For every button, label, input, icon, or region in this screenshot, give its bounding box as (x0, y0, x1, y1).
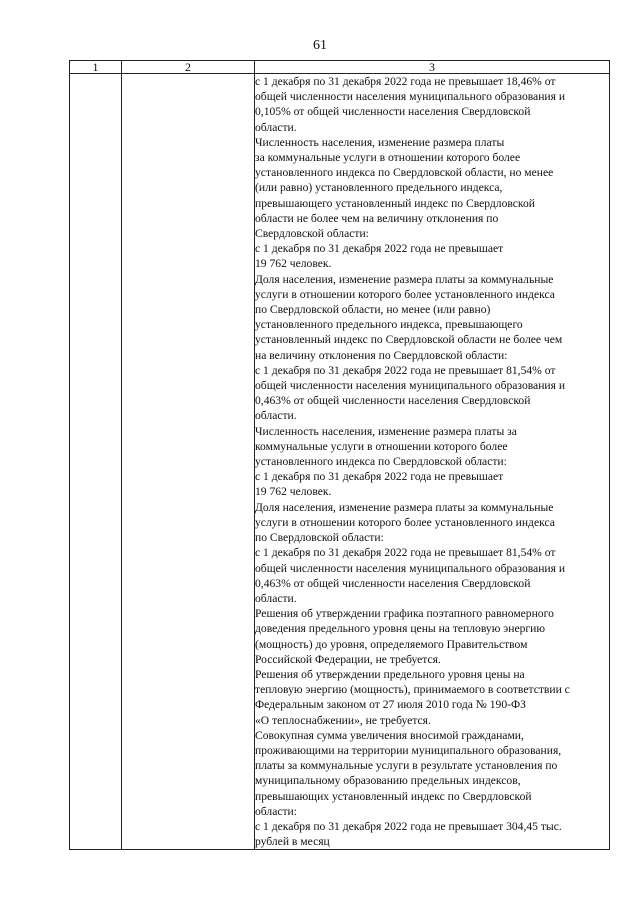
text-line: Решения об утверждении графика поэтапного равномерного (255, 607, 554, 621)
text-line: с 1 декабря по 31 декабря 2022 года не превышает 81,54% от (255, 363, 556, 377)
text-line: области: (255, 804, 297, 818)
document-table (69, 60, 610, 850)
text-line: Свердловской области: (255, 227, 369, 241)
text-line: доведения предельного уровня цены на тепловую энергию (255, 622, 546, 636)
text-line: Совокупная сумма увеличения вносимой гражданами, (255, 728, 524, 742)
text-line: с 1 декабря по 31 декабря 2022 года не превышает 304,45 тыс. (255, 819, 562, 833)
text-line: области. (255, 120, 297, 134)
text-line: Решения об утверждении предельного уровня цены на (255, 667, 525, 681)
table-row (70, 74, 610, 850)
text-line: (мощность) до уровня, определяемого Правительством (255, 637, 528, 651)
text-line: 0,463% от общей численности населения Свердловской (255, 394, 531, 408)
text-line: с 1 декабря по 31 декабря 2022 года не превышает 81,54% от (255, 546, 556, 560)
table-cell-col1 (70, 74, 122, 850)
page-number: 61 (313, 38, 327, 53)
text-line: Российской Федерации, не требуется. (255, 652, 441, 666)
text-line: Численность населения, изменение размера платы (255, 135, 505, 149)
text-line: тепловую энергию (мощность), принимаемого в соответствии с (255, 683, 570, 697)
text-line: 0,105% от общей численности населения Свердловской (255, 105, 531, 119)
text-line: 19 762 человек. (255, 257, 332, 271)
text-line: общей численности населения муниципального образования и (255, 379, 566, 393)
text-line: с 1 декабря по 31 декабря 2022 года не превышает (255, 242, 504, 256)
table-cell-col2 (122, 74, 255, 850)
text-line: с 1 декабря по 31 декабря 2022 года не превышает (255, 470, 504, 484)
text-line: по Свердловской области, но менее (или равно) (255, 303, 491, 317)
column-header-2: 2 (122, 61, 255, 74)
text-line: установленного индекса по Свердловской области: (255, 455, 507, 469)
column-header-1: 1 (70, 61, 122, 74)
text-line: услуги в отношении которого более установленного индекса (255, 287, 555, 301)
text-line: муниципальному образованию предельных индексов, (255, 774, 521, 788)
text-line: платы за коммунальные услуги в результате установления по (255, 759, 558, 773)
text-line: установленного индекса по Свердловской области, но менее (255, 166, 554, 180)
text-line: превышающего установленный индекс по Свердловской (255, 196, 535, 210)
text-line: общей численности населения муниципального образования и (255, 561, 566, 575)
text-line: области. (255, 591, 297, 605)
column-header-3: 3 (255, 61, 610, 74)
text-line: Численность населения, изменение размера платы за (255, 424, 517, 438)
text-line: 0,463% от общей численности населения Свердловской (255, 576, 531, 590)
text-line: 19 762 человек. (255, 485, 332, 499)
text-line: по Свердловской области: (255, 531, 384, 545)
text-line: Доля населения, изменение размера платы за коммунальные (255, 272, 554, 286)
text-line: на величину отклонения по Свердловской области: (255, 348, 508, 362)
table-cell-col3 (255, 74, 610, 850)
text-line: Федеральным законом от 27 июля 2010 года № 190-ФЗ (255, 698, 526, 712)
text-line: проживающими на территории муниципального образования, (255, 743, 562, 757)
text-line: услуги в отношении которого более установленного индекса (255, 515, 555, 529)
text-line: «О теплоснабжении», не требуется. (255, 713, 431, 727)
text-line: превышающих установленный индекс по Свердловской (255, 789, 532, 803)
text-line: установленный индекс по Свердловской области не более чем (255, 333, 563, 347)
table-header-row (70, 61, 610, 74)
text-line: общей численности населения муниципального образования и (255, 90, 566, 104)
cell-text (255, 74, 609, 849)
text-line: (или равно) установленного предельного индекса, (255, 181, 503, 195)
text-line: установленного предельного индекса, превышающего (255, 318, 523, 332)
text-line: Доля населения, изменение размера платы за коммунальные (255, 500, 554, 514)
text-line: области. (255, 409, 297, 423)
text-line: рублей в месяц (255, 835, 330, 849)
text-line: за коммунальные услуги в отношении которого более (255, 151, 521, 165)
text-line: коммунальные услуги в отношении которого более (255, 439, 508, 453)
text-line: области не более чем на величину отклонения по (255, 211, 499, 225)
text-line: с 1 декабря по 31 декабря 2022 года не превышает 18,46% от (255, 75, 556, 88)
